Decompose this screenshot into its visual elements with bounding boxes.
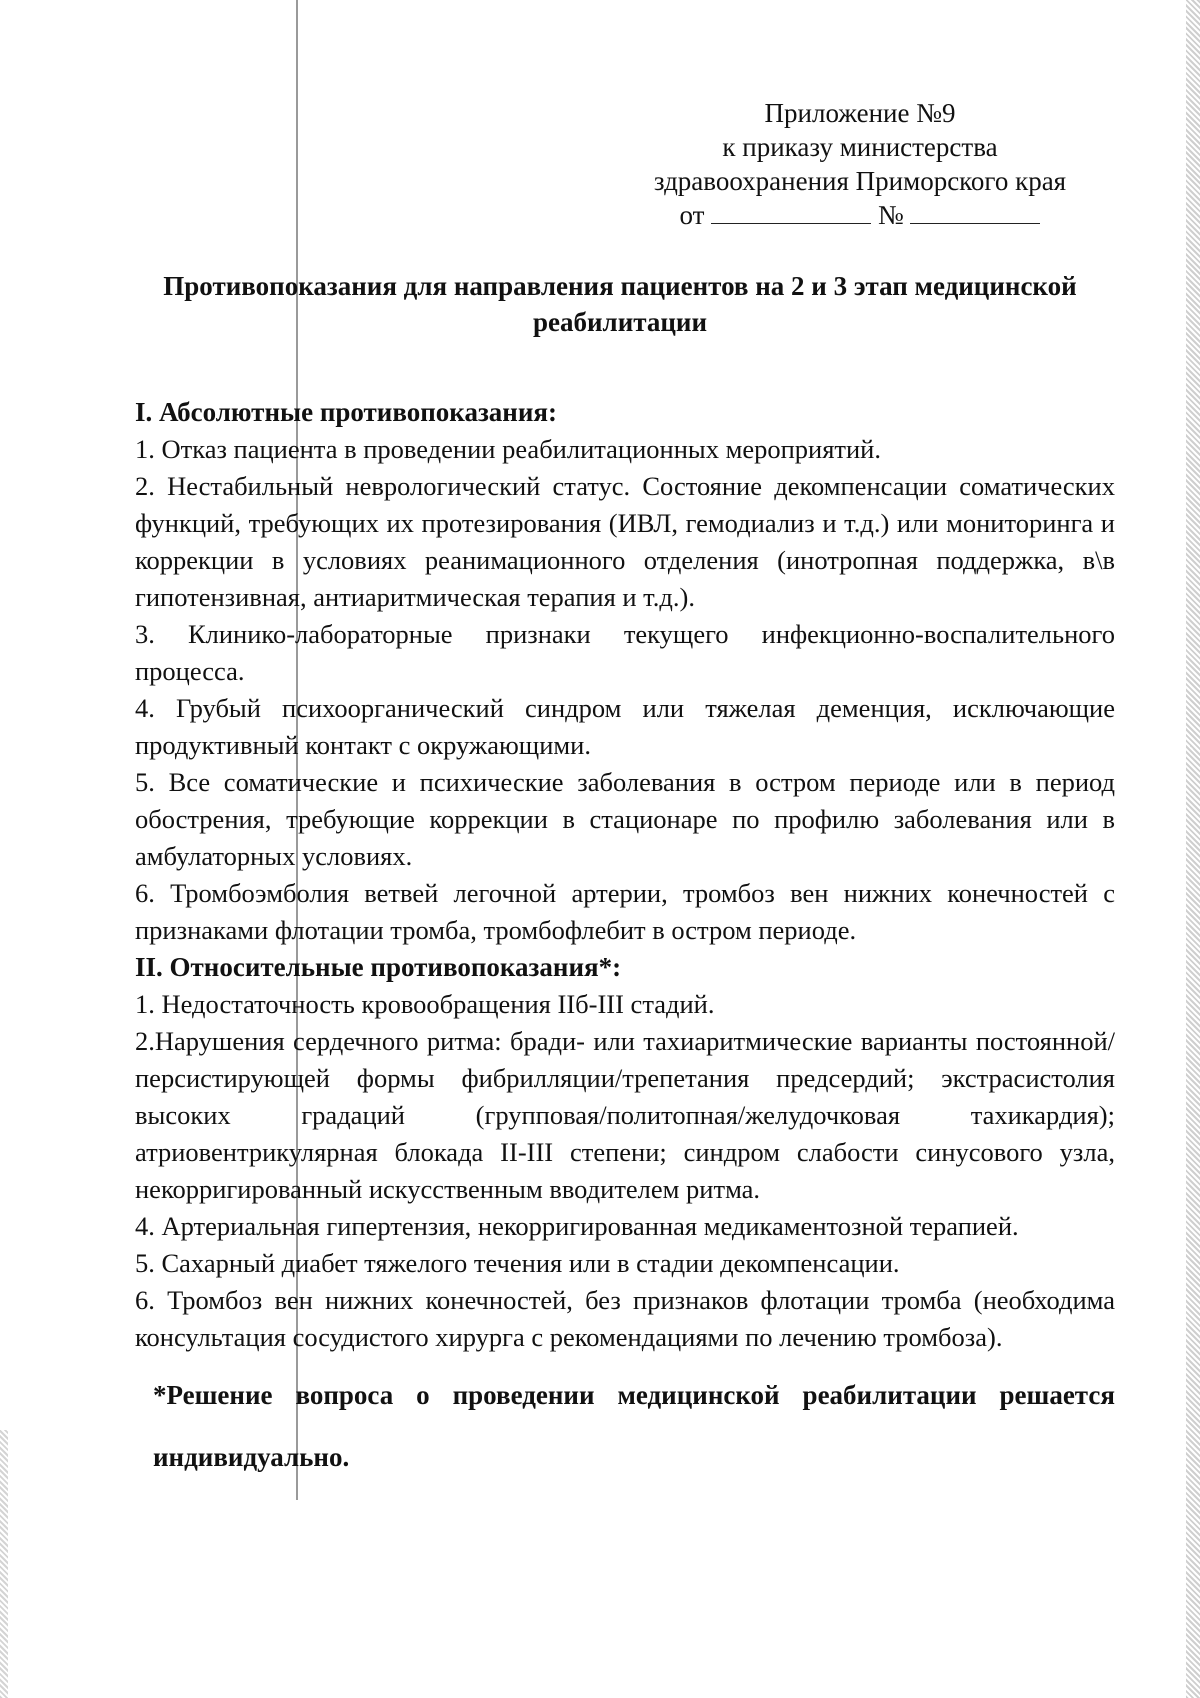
appendix-ministry: здравоохранения Приморского края	[653, 166, 1067, 196]
section-heading-absolute: I. Абсолютные противопоказания:	[135, 397, 558, 427]
section-heading-relative: II. Относительные противопоказания*:	[135, 952, 622, 982]
appendix-number: Приложение №9	[764, 98, 956, 128]
title-line-1: Противопоказания для направления пациентов на 2 и 3 этап медицинской	[163, 271, 1077, 301]
list-item: 4. Артериальная гипертензия, некорригированная медикаментозной терапией.	[135, 1211, 1019, 1241]
date-blank	[711, 205, 871, 224]
appendix-date-line	[600, 198, 1120, 232]
appendix-header	[600, 96, 1120, 232]
appendix-order-ref: к приказу министерства	[722, 132, 998, 162]
document-title	[125, 268, 1115, 340]
list-item: 1. Недостаточность кровообращения IIб-III стадий.	[135, 989, 715, 1019]
list-item: 2. Нестабильный неврологический статус. Состояние декомпенсации соматических функций, требующих их протезирования (ИВЛ, гемодиализ и т.д.) или мониторинга и коррекции в условиях реанимационного отделения (инотропная поддержка, в\в гипотензивная, антиаритмическая терапия и т.д.).	[135, 471, 1115, 612]
list-item: 6. Тромбоз вен нижних конечностей, без признаков флотации тромба (необходима консультация сосудистого хирурга с рекомендациями по лечению тромбоза).	[135, 1285, 1115, 1352]
document-body	[135, 394, 1115, 1488]
list-item: 4. Грубый психоорганический синдром или тяжелая деменция, исключающие продуктивный контакт с окружающими.	[135, 693, 1115, 760]
footnote: *Решение вопроса о проведении медицинской реабилитации решается индивидуально.	[153, 1380, 1115, 1472]
number-sign: №	[877, 200, 904, 230]
list-item: 3. Клинико-лабораторные признаки текущего инфекционно-воспалительного процесса.	[135, 619, 1115, 686]
list-item: 2.Нарушения сердечного ритма: бради- или тахиаритмические варианты постоянной/персистирующей формы фибрилляции/трепетания предсердий; экстрасистолия высоких градаций (групповая/политопная/желудочковая тахикардия); атриовентрикулярная блокада II-III степени; синдром слабости синусового узла, некорригированный искусственным вводителем ритма.	[135, 1026, 1115, 1204]
title-line-2: реабилитации	[532, 307, 708, 337]
scan-edge-right	[1186, 0, 1200, 1698]
date-prefix: от	[679, 200, 705, 230]
list-item: 5. Сахарный диабет тяжелого течения или в стадии декомпенсации.	[135, 1248, 900, 1278]
scan-edge-left	[0, 1430, 8, 1698]
list-item: 5. Все соматические и психические заболевания в остром периоде или в период обострения, требующие коррекции в стационаре по профилю заболевания или в амбулаторных условиях.	[135, 767, 1115, 871]
list-item: 1. Отказ пациента в проведении реабилитационных мероприятий.	[135, 434, 881, 464]
list-item: 6. Тромбоэмболия ветвей легочной артерии, тромбоз вен нижних конечностей с признаками флотации тромба, тромбофлебит в остром периоде.	[135, 878, 1115, 945]
number-blank	[910, 205, 1040, 224]
